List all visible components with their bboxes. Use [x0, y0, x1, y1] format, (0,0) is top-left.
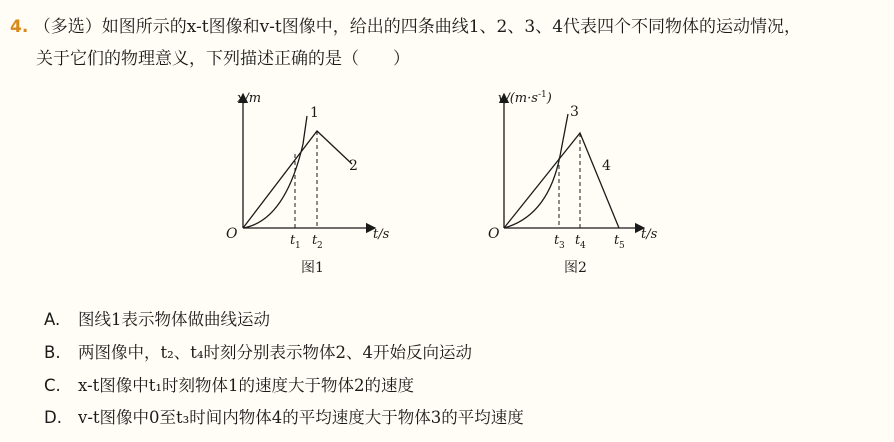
fig1-x-label: t/s [373, 227, 390, 242]
fig2-y-label-main: v/(m·s [498, 91, 538, 106]
question-number: 4. [10, 17, 29, 37]
figure-2-svg [478, 86, 678, 281]
question-stem-line-2 [36, 44, 410, 69]
fig2-y-label [498, 90, 552, 106]
fig2-caption: 图2 [564, 260, 587, 276]
fig2-y-label-sup: -1 [537, 90, 547, 100]
fig1-t2-sub: 2 [317, 241, 323, 251]
fig2-x-label: t/s [641, 227, 658, 242]
fig2-t4-sub: 4 [580, 241, 586, 251]
option-a-text: 图线1表示物体做曲线运动 [78, 310, 270, 329]
fig2-t5-label: t [614, 233, 620, 248]
fig1-y-label: x/m [237, 91, 262, 106]
option-d[interactable] [44, 404, 524, 428]
fig2-curve-3-label: 3 [570, 104, 579, 120]
fig2-t4-label: t [575, 233, 581, 248]
fig1-caption: 图1 [301, 260, 324, 276]
fig1-t2-label: t [312, 233, 318, 248]
fig2-t3-sub: 3 [559, 241, 565, 251]
question-text-line-2: 关于它们的物理意义，下列描述正确的是（ ） [36, 49, 410, 69]
option-d-label: D. [44, 408, 62, 427]
fig2-curve-4-label: 4 [602, 158, 611, 174]
option-b-label: B. [44, 343, 61, 362]
figure-1-svg [215, 86, 395, 281]
option-c[interactable] [44, 372, 414, 396]
fig1-t1-label: t [290, 233, 296, 248]
fig1-line-2 [243, 131, 352, 228]
option-b[interactable] [44, 339, 472, 363]
option-a-label: A. [44, 310, 61, 329]
fig1-t1-sub: 1 [295, 241, 301, 251]
question-text-line-1: （多选）如图所示的x-t图像和v-t图像中，给出的四条曲线1、2、3、4代表四个不同物体的运动情况， [33, 17, 802, 37]
fig2-origin: O [488, 226, 500, 242]
question-stem-line-1 [10, 12, 801, 37]
option-a[interactable] [44, 306, 270, 330]
option-b-text: 两图像中，t₂、t₄时刻分别表示物体2、4开始反向运动 [78, 343, 472, 362]
option-c-text: x-t图像中t₁时刻物体1的速度大于物体2的速度 [78, 376, 414, 395]
figure-1-xt-graph [215, 86, 395, 285]
fig1-curve-1-label: 1 [310, 105, 319, 121]
fig1-curve-1 [243, 116, 307, 228]
fig2-curve-3 [504, 114, 568, 228]
option-c-label: C. [44, 376, 61, 395]
fig2-y-label-end: ) [546, 91, 552, 106]
fig2-t5-sub: 5 [619, 241, 625, 251]
fig1-origin: O [226, 226, 238, 242]
fig1-curve-2-label: 2 [349, 158, 358, 174]
fig2-t3-label: t [554, 233, 560, 248]
figure-2-vt-graph [478, 86, 678, 285]
option-d-text: v-t图像中0至t₃时间内物体4的平均速度大于物体3的平均速度 [78, 408, 524, 427]
